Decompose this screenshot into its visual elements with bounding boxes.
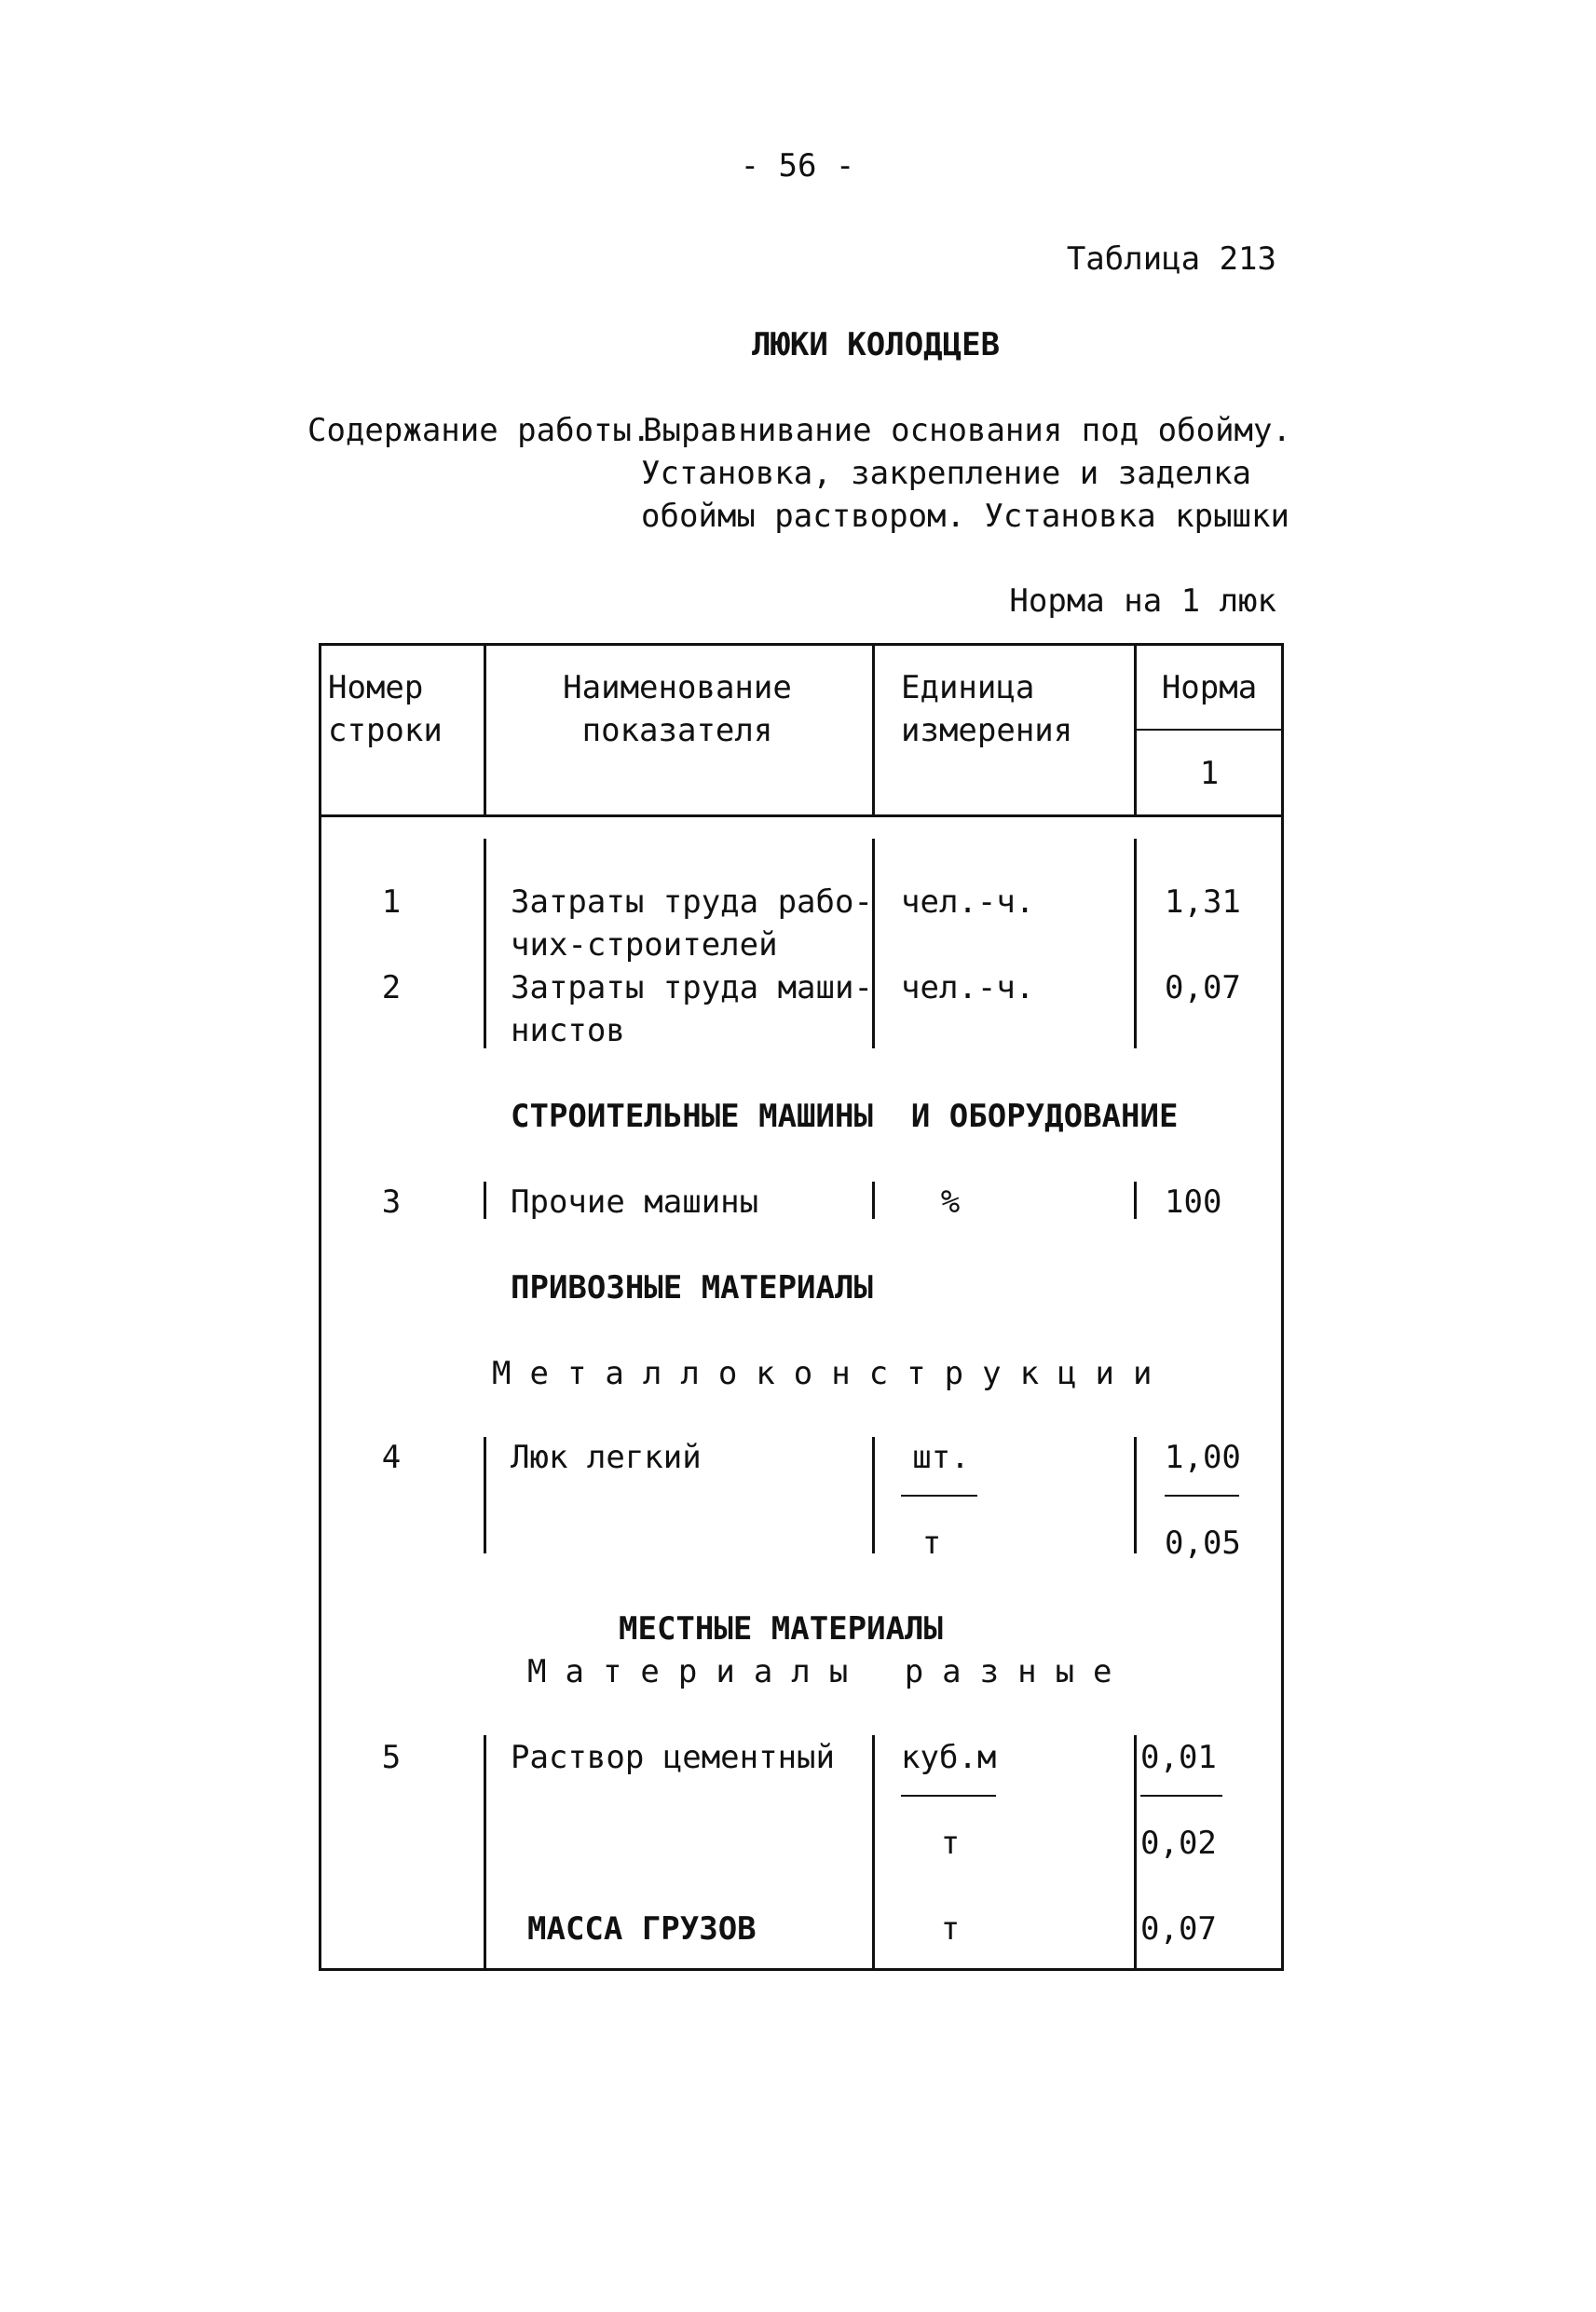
table-bottom-rule xyxy=(319,1968,1284,1971)
subsection-heading-various: Материалы разные xyxy=(527,1653,1131,1690)
table-top-rule xyxy=(319,643,1284,646)
row-name: чих-строителей xyxy=(511,926,778,964)
value-fraction-line xyxy=(1140,1795,1222,1797)
work-content-label: Содержание работы. xyxy=(307,412,651,449)
col-separator xyxy=(484,1735,486,1971)
row-name: Люк легкий xyxy=(511,1439,702,1476)
row-number: 1 xyxy=(381,883,402,921)
row-name: Раствор цементный xyxy=(511,1739,835,1776)
mass-label: МАССА ГРУЗОВ xyxy=(527,1910,757,1948)
col-separator xyxy=(484,1182,486,1219)
mass-unit: т xyxy=(940,1910,961,1948)
value-fraction-line xyxy=(1165,1495,1239,1497)
row-unit: % xyxy=(940,1183,961,1221)
col-separator xyxy=(872,1735,875,1971)
row-unit: шт. xyxy=(912,1439,970,1476)
row-unit: чел.-ч. xyxy=(901,883,1035,921)
mass-value: 0,07 xyxy=(1140,1910,1217,1948)
header-name: Наименование xyxy=(563,669,792,706)
row-value: 0,01 xyxy=(1140,1739,1217,1776)
col-separator xyxy=(1134,1735,1137,1971)
row-name: нистов xyxy=(511,1012,625,1049)
row-number: 3 xyxy=(381,1183,402,1221)
work-content-line: обоймы раствором. Установка крышки xyxy=(641,498,1289,535)
row-unit: куб.м xyxy=(901,1739,997,1776)
unit-fraction-line xyxy=(901,1795,996,1797)
header-norm-col: 1 xyxy=(1199,755,1220,792)
table-label: Таблица 213 xyxy=(1066,240,1276,278)
page-title: ЛЮКИ КОЛОДЦЕВ xyxy=(751,326,1001,363)
row-name: Затраты труда рабо- xyxy=(511,883,873,921)
header-row-no: строки xyxy=(328,712,443,749)
table-header-rule xyxy=(319,814,1284,817)
row-value: 1,00 xyxy=(1165,1439,1241,1476)
table-right-border xyxy=(1281,643,1284,1971)
norm-basis: Норма на 1 люк xyxy=(1009,582,1276,620)
col-separator xyxy=(1134,1182,1137,1219)
header-unit: Единица xyxy=(901,669,1035,706)
row-value: 1,31 xyxy=(1165,883,1241,921)
work-content-line: Установка, закрепление и заделка xyxy=(641,455,1252,492)
col-separator xyxy=(872,1182,875,1219)
row-name: Прочие машины xyxy=(511,1183,759,1221)
col-separator xyxy=(872,643,875,817)
col-separator xyxy=(1134,643,1137,817)
row-value-secondary: 0,02 xyxy=(1140,1825,1217,1862)
header-unit: измерения xyxy=(901,712,1073,749)
norm-header-rule xyxy=(1134,729,1284,731)
row-number: 4 xyxy=(381,1439,402,1476)
col-separator xyxy=(1134,1437,1137,1553)
header-row-no: Номер xyxy=(328,669,424,706)
col-separator xyxy=(484,643,486,817)
col-separator xyxy=(484,839,486,1048)
table-left-border xyxy=(319,643,321,1971)
header-norm: Норма xyxy=(1161,669,1258,706)
section-heading-machines: СТРОИТЕЛЬНЫЕ МАШИНЫ И ОБОРУДОВАНИЕ xyxy=(511,1098,1179,1135)
row-unit-secondary: т xyxy=(921,1525,942,1562)
subsection-heading-metal: Металлоконструкции xyxy=(492,1355,1171,1392)
header-name: показателя xyxy=(581,712,773,749)
col-separator xyxy=(1134,839,1137,1048)
page-number: - 56 - xyxy=(740,147,855,185)
row-name: Затраты труда маши- xyxy=(511,969,873,1006)
col-separator xyxy=(484,1437,486,1553)
row-value-secondary: 0,05 xyxy=(1165,1525,1241,1562)
section-heading-imported: ПРИВОЗНЫЕ МАТЕРИАЛЫ xyxy=(511,1269,873,1306)
col-separator xyxy=(872,839,875,1048)
row-unit-secondary: т xyxy=(940,1825,961,1862)
section-heading-local: МЕСТНЫЕ МАТЕРИАЛЫ xyxy=(619,1610,943,1648)
unit-fraction-line xyxy=(901,1495,977,1497)
row-unit: чел.-ч. xyxy=(901,969,1035,1006)
row-value: 0,07 xyxy=(1165,969,1241,1006)
row-number: 2 xyxy=(381,969,402,1006)
row-value: 100 xyxy=(1165,1183,1222,1221)
col-separator xyxy=(872,1437,875,1553)
work-content-line: Выравнивание основания под обойму. xyxy=(643,412,1291,449)
row-number: 5 xyxy=(381,1739,402,1776)
